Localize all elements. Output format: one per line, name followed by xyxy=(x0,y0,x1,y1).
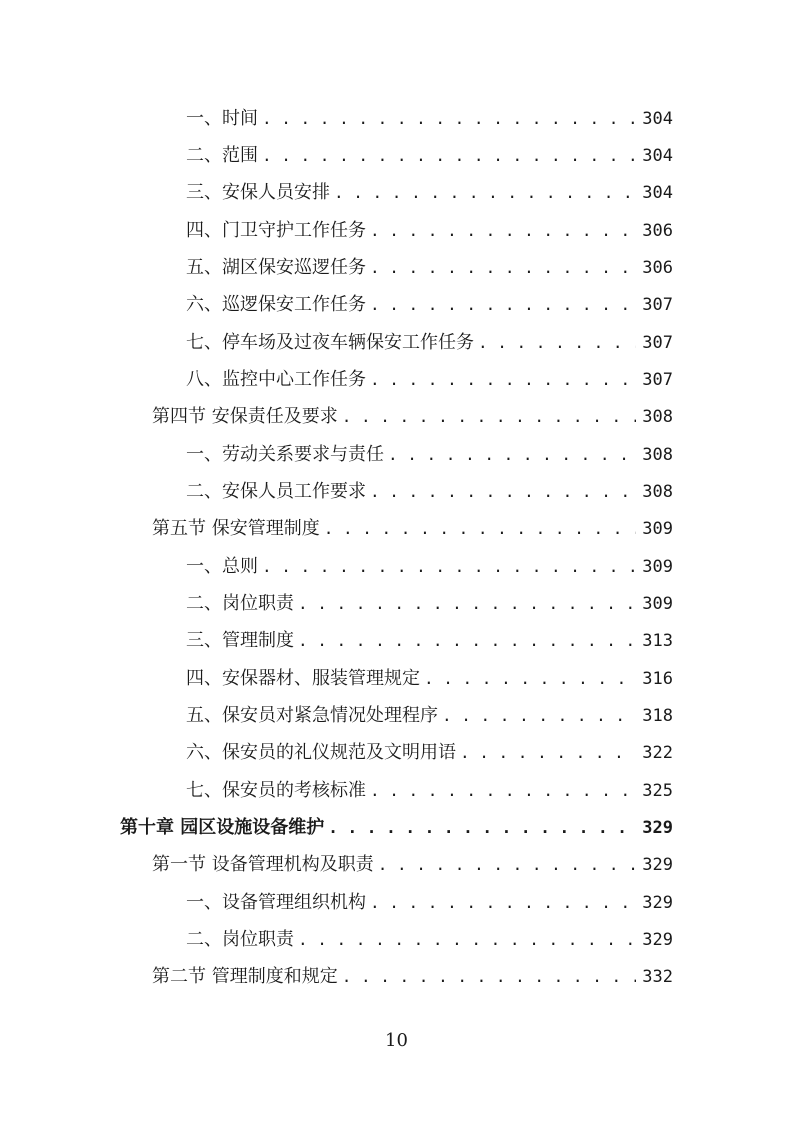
toc-dot-leader xyxy=(262,552,636,582)
toc-entry[interactable] xyxy=(186,888,673,918)
toc-entry[interactable] xyxy=(186,253,673,283)
toc-entry-title: 第四节 安保责任及要求 xyxy=(152,406,338,427)
toc-entry-title: 三、安保人员安排 xyxy=(186,182,330,203)
toc-entry-page: 329 xyxy=(642,930,673,950)
toc-entry-title: 八、监控中心工作任务 xyxy=(186,369,366,390)
toc-entry-title: 二、岗位职责 xyxy=(186,593,294,614)
toc-entry-title: 七、保安员的考核标准 xyxy=(186,780,366,801)
toc-entry[interactable] xyxy=(186,328,673,358)
toc-entry[interactable] xyxy=(186,216,673,246)
toc-entry-title: 第五节 保安管理制度 xyxy=(152,518,320,539)
toc-entry-title: 一、设备管理组织机构 xyxy=(186,892,366,913)
toc-entry[interactable] xyxy=(186,104,673,134)
toc-entry[interactable] xyxy=(186,552,673,582)
toc-dot-leader xyxy=(370,290,636,320)
toc-entry[interactable] xyxy=(152,850,673,880)
toc-entry-title: 第一节 设备管理机构及职责 xyxy=(152,854,374,875)
toc-entry-title: 二、岗位职责 xyxy=(186,929,294,950)
toc-entry-title: 五、湖区保安巡逻任务 xyxy=(186,257,366,278)
toc-entry-page: 304 xyxy=(642,146,673,166)
toc-entry-page: 306 xyxy=(642,221,673,241)
toc-entry[interactable] xyxy=(186,701,673,731)
toc-entry-page: 306 xyxy=(642,258,673,278)
toc-entry[interactable] xyxy=(186,178,673,208)
toc-dot-leader xyxy=(334,178,636,208)
toc-entry[interactable] xyxy=(186,141,673,171)
toc-entry-title: 七、停车场及过夜车辆保安工作任务 xyxy=(186,332,474,353)
toc-entry-title: 六、巡逻保安工作任务 xyxy=(186,294,366,315)
toc-dot-leader xyxy=(378,850,637,880)
toc-entry[interactable] xyxy=(152,514,673,544)
toc-entry-page: 309 xyxy=(642,594,673,614)
toc-entry-page: 307 xyxy=(642,333,673,353)
toc-entry[interactable] xyxy=(186,925,673,955)
toc-dot-leader xyxy=(370,216,636,246)
toc-entry-page: 307 xyxy=(642,295,673,315)
toc-entry-title: 四、安保器材、服装管理规定 xyxy=(186,668,420,689)
toc-entry-page: 313 xyxy=(642,631,673,651)
toc-entry-page: 325 xyxy=(642,781,673,801)
toc-dot-leader xyxy=(478,328,636,358)
toc-entry-title: 三、管理制度 xyxy=(186,630,294,651)
toc-entry[interactable] xyxy=(152,402,673,432)
toc-entry[interactable] xyxy=(186,664,673,694)
toc-entry-page: 329 xyxy=(642,893,673,913)
toc-entry-title: 二、安保人员工作要求 xyxy=(186,481,366,502)
toc-entry[interactable] xyxy=(186,626,673,656)
toc-entry[interactable] xyxy=(186,776,673,806)
toc-dot-leader xyxy=(370,253,636,283)
toc-dot-leader xyxy=(442,701,636,731)
toc-dot-leader xyxy=(328,813,636,843)
toc-entry-title: 第二节 管理制度和规定 xyxy=(152,966,338,987)
toc-entry-title: 五、保安员对紧急情况处理程序 xyxy=(186,705,438,726)
toc-entry[interactable] xyxy=(186,440,673,470)
toc-dot-leader xyxy=(388,440,636,470)
toc-dot-leader xyxy=(298,925,636,955)
toc-entry[interactable] xyxy=(186,477,673,507)
toc-entry[interactable] xyxy=(186,589,673,619)
toc-entry-page: 316 xyxy=(642,669,673,689)
toc-entry-page: 309 xyxy=(642,557,673,577)
toc-entry-title: 一、时间 xyxy=(186,108,258,129)
toc-entry[interactable] xyxy=(186,738,673,768)
toc-dot-leader xyxy=(262,141,636,171)
toc-entry[interactable] xyxy=(186,290,673,320)
toc-entry-title: 四、门卫守护工作任务 xyxy=(186,220,366,241)
toc-entry-chapter[interactable] xyxy=(120,813,673,843)
toc-entry-page: 307 xyxy=(642,370,673,390)
toc-entry-page: 318 xyxy=(642,706,673,726)
toc-entry[interactable] xyxy=(186,365,673,395)
toc-entry-page: 304 xyxy=(642,109,673,129)
toc-entry-page: 322 xyxy=(642,743,673,763)
toc-dot-leader xyxy=(298,589,636,619)
toc-entry-page: 308 xyxy=(642,407,673,427)
toc-entry-page: 308 xyxy=(642,445,673,465)
toc-entry-title: 一、总则 xyxy=(186,556,258,577)
toc-entry-page: 309 xyxy=(642,519,673,539)
toc-dot-leader xyxy=(370,365,636,395)
toc-entry-title: 第十章 园区设施设备维护 xyxy=(120,817,325,838)
toc-entry-page: 308 xyxy=(642,482,673,502)
toc-entry-page: 329 xyxy=(642,818,673,838)
toc-entry-page: 329 xyxy=(642,855,673,875)
toc-dot-leader xyxy=(370,477,636,507)
toc-entry-page: 332 xyxy=(642,967,673,987)
page-number: 10 xyxy=(385,1030,408,1051)
toc-dot-leader xyxy=(370,776,636,806)
toc-dot-leader xyxy=(324,514,637,544)
toc-entry[interactable] xyxy=(152,962,673,992)
toc-dot-leader xyxy=(370,888,636,918)
toc-entry-title: 二、范围 xyxy=(186,145,258,166)
toc-dot-leader xyxy=(424,664,636,694)
toc-dot-leader xyxy=(460,738,636,768)
toc-entry-title: 六、保安员的礼仪规范及文明用语 xyxy=(186,742,456,763)
toc-entry-title: 一、劳动关系要求与责任 xyxy=(186,444,384,465)
toc-dot-leader xyxy=(342,962,637,992)
toc-dot-leader xyxy=(298,626,636,656)
toc-entry-page: 304 xyxy=(642,183,673,203)
toc-dot-leader xyxy=(342,402,637,432)
toc-dot-leader xyxy=(262,104,636,134)
